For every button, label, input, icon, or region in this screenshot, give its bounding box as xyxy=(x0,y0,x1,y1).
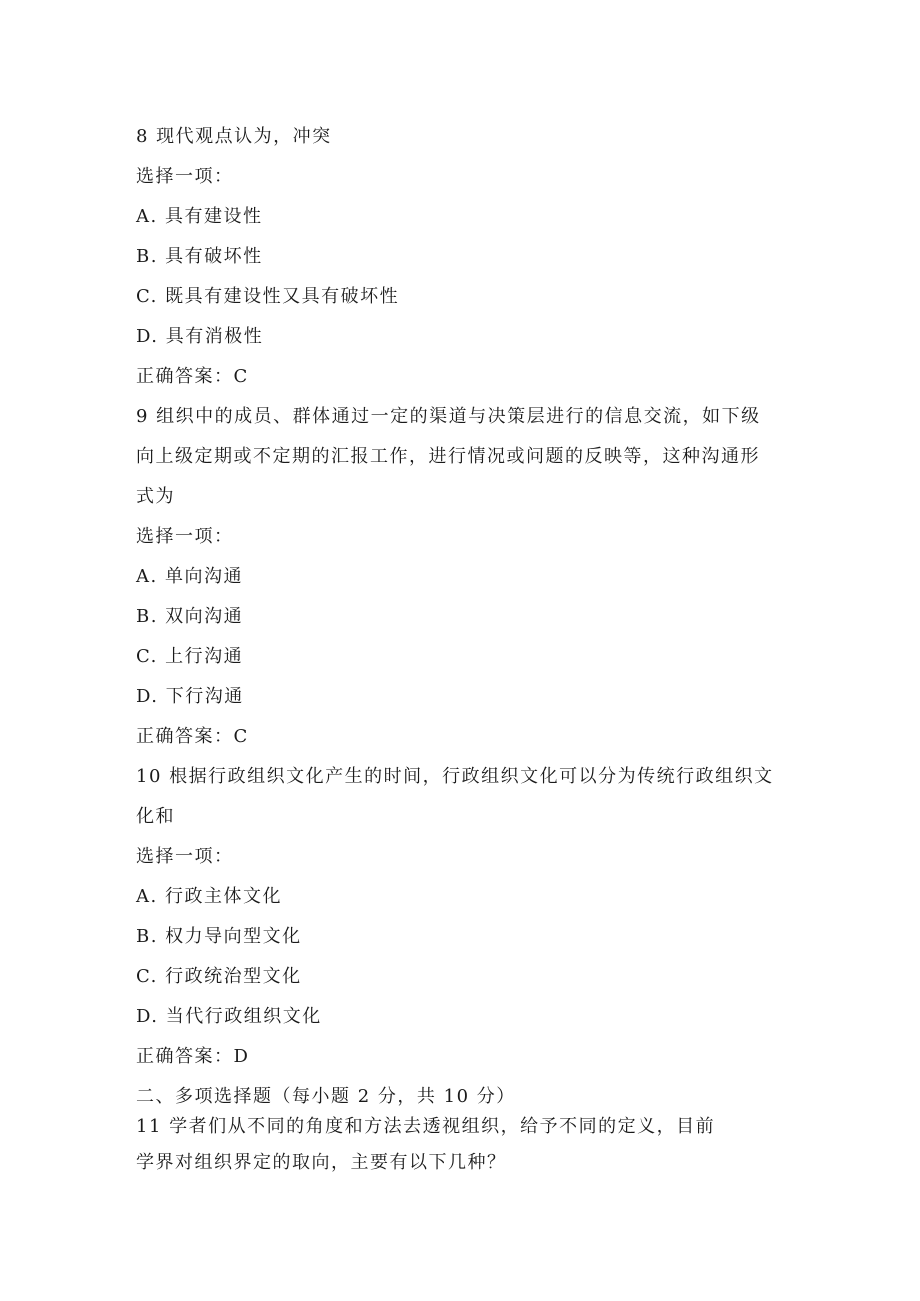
question-10-option-b: B. 权力导向型文化 xyxy=(136,926,302,947)
section-multiple-choice xyxy=(136,1083,796,1183)
question-10-option-a: A. 行政主体文化 xyxy=(136,886,282,907)
document-page xyxy=(136,117,796,1183)
question-9-option-a: A. 单向沟通 xyxy=(136,566,243,587)
question-11-stem-line-2: 学界对组织界定的取向，主要有以下几种？ xyxy=(136,1152,507,1173)
question-10-stem-line-2: 化和 xyxy=(136,806,175,827)
question-9-stem-line-1: 9 组织中的成员、群体通过一定的渠道与决策层进行的信息交流，如下级 xyxy=(136,406,761,427)
question-11-stem-line-1: 11 学者们从不同的角度和方法去透视组织，给予不同的定义，目前 xyxy=(136,1116,716,1137)
question-8-option-c: C. 既具有建设性又具有破坏性 xyxy=(136,286,400,307)
question-9-prompt: 选择一项： xyxy=(136,526,234,547)
question-9-stem-line-3: 式为 xyxy=(136,486,175,507)
question-10 xyxy=(136,757,796,1077)
question-9-answer: 正确答案：C xyxy=(136,726,249,747)
question-9-option-b: B. 双向沟通 xyxy=(136,606,244,627)
question-9-stem-line-2: 向上级定期或不定期的汇报工作，进行情况或问题的反映等，这种沟通形 xyxy=(136,446,760,467)
question-10-option-d: D. 当代行政组织文化 xyxy=(136,1006,322,1027)
question-10-prompt: 选择一项： xyxy=(136,846,234,867)
question-9-option-d: D. 下行沟通 xyxy=(136,686,244,707)
question-8-stem: 8 现代观点认为，冲突 xyxy=(136,126,332,147)
question-8-answer: 正确答案：C xyxy=(136,366,249,387)
question-9-option-c: C. 上行沟通 xyxy=(136,646,244,667)
question-9 xyxy=(136,397,796,757)
question-8-prompt: 选择一项： xyxy=(136,166,234,187)
question-8-option-a: A. 具有建设性 xyxy=(136,206,263,227)
section-heading: 二、多项选择题（每小题 2 分，共 10 分） xyxy=(136,1086,516,1107)
question-10-answer: 正确答案：D xyxy=(136,1046,250,1067)
question-10-stem-line-1: 10 根据行政组织文化产生的时间，行政组织文化可以分为传统行政组织文 xyxy=(136,766,774,787)
question-10-option-c: C. 行政统治型文化 xyxy=(136,966,302,987)
question-8-option-b: B. 具有破坏性 xyxy=(136,246,263,267)
question-8-option-d: D. 具有消极性 xyxy=(136,326,264,347)
question-8 xyxy=(136,117,796,397)
